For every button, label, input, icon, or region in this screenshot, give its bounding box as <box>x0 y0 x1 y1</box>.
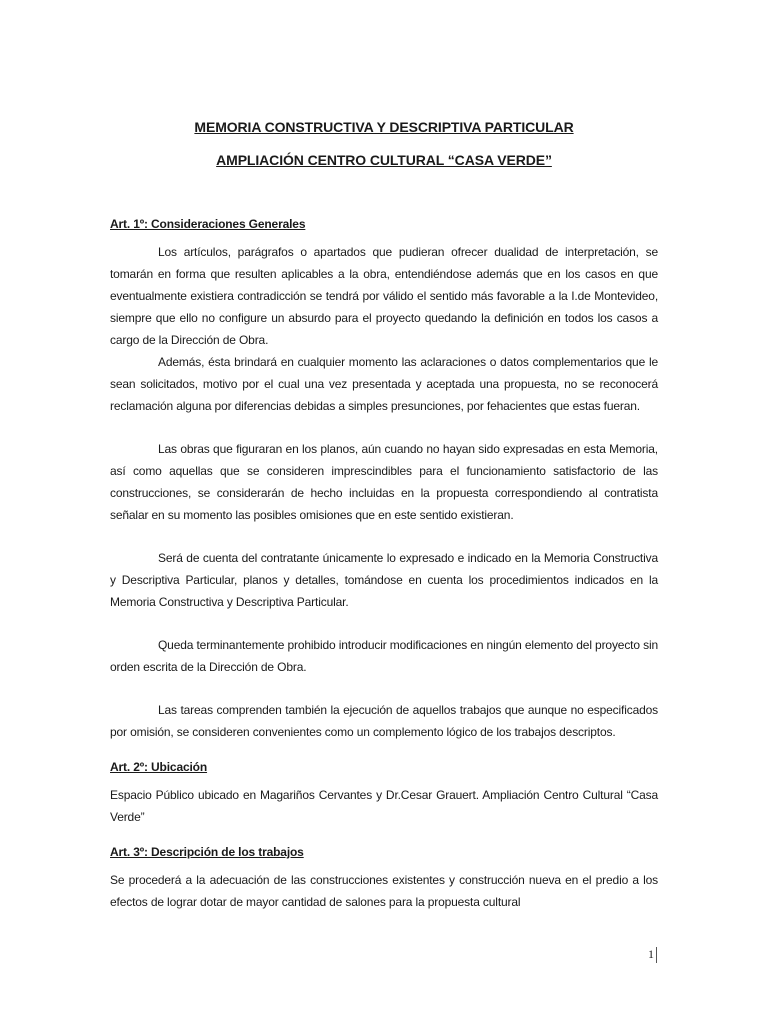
paragraph: Los artículos, parágrafos o apartados que pudieran ofrecer dualidad de interpretación, se tomarán en forma que resulten aplicables a la obra, entendiéndose además que en los casos en que eventualmente existiera contradicción se tendrá por válido el sentido más favorable a la I.de Montevideo, siempre que ello no configure un absurdo para el proyecto quedando la definición en todos los casos a cargo de la Dirección de Obra. <box>110 245 658 347</box>
page-number: 1 <box>648 947 654 961</box>
section-heading-art3: Art. 3º: Descripción de los trabajos <box>110 845 304 859</box>
page-number-divider <box>656 947 657 963</box>
section-heading-art2: Art. 2º: Ubicación <box>110 760 208 774</box>
document-body <box>110 213 658 913</box>
paragraph: Espacio Público ubicado en Magariños Cervantes y Dr.Cesar Grauert. Ampliación Centro Cultural “Casa Verde” <box>110 788 658 824</box>
paragraph: Queda terminantemente prohibido introducir modificaciones en ningún elemento del proyecto sin orden escrita de la Dirección de Obra. <box>110 638 658 674</box>
document-subtitle: AMPLIACIÓN CENTRO CULTURAL “CASA VERDE” <box>216 152 552 168</box>
paragraph: Las obras que figuraran en los planos, aún cuando no hayan sido expresadas en esta Memoria, así como aquellas que se consideren imprescindibles para el funcionamiento satisfactorio de las construcciones, se considerarán de hecho incluidas en la propuesta correspondiendo al contratista señalar en su momento las posibles omisiones que en este sentido existieran. <box>110 442 658 522</box>
paragraph: Las tareas comprenden también la ejecución de aquellos trabajos que aunque no especificados por omisión, se consideren convenientes como un complemento lógico de los trabajos descriptos. <box>110 703 658 739</box>
document-title: MEMORIA CONSTRUCTIVA Y DESCRIPTIVA PARTICULAR <box>194 119 574 135</box>
paragraph: Además, ésta brindará en cualquier momento las aclaraciones o datos complementarios que le sean solicitados, motivo por el cual una vez presentada y aceptada una propuesta, no se reconocerá reclamación alguna por diferencias debidas a simples presunciones, por fehacientes que estas fueran. <box>110 355 658 413</box>
paragraph: Será de cuenta del contratante únicamente lo expresado e indicado en la Memoria Constructiva y Descriptiva Particular, planos y detalles, tomándose en cuenta los procedimientos indicados en la Memoria Constructiva y Descriptiva Particular. <box>110 551 658 609</box>
section-heading-art1: Art. 1º: Consideraciones Generales <box>110 217 306 231</box>
paragraph: Se procederá a la adecuación de las construcciones existentes y construcción nueva en el predio a los efectos de lograr dotar de mayor cantidad de salones para la propuesta cultural <box>110 873 658 909</box>
